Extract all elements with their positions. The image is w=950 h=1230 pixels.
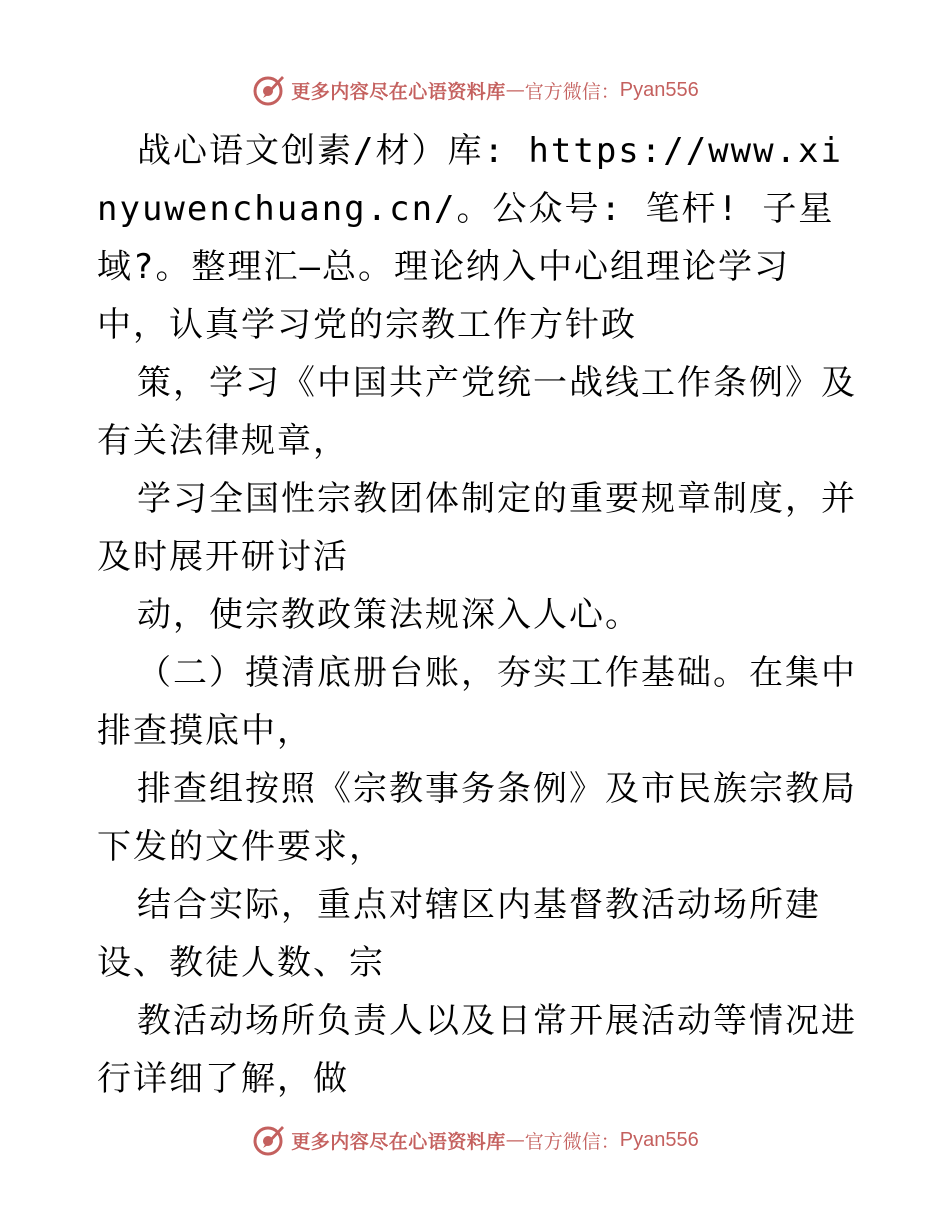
paragraph: 策，学习《中国共产党统一战线工作条例》及有关法律规章， [97, 363, 857, 461]
header-separator: — [505, 79, 525, 101]
header-wechat-label: 官方微信： [524, 80, 620, 103]
header-wechat-id: Pyan556 [619, 78, 699, 101]
footer-separator: — [505, 1129, 525, 1151]
footer-wechat-label: 官方微信： [524, 1130, 620, 1153]
paragraph: 结合实际，重点对辖区内基督教活动场所建设、教徒人数、宗 [97, 885, 821, 983]
paragraph: 排查组按照《宗教事务条例》及市民族宗教局下发的文件要求， [97, 769, 857, 867]
footer-title: 更多内容尽在心语资料库 [291, 1130, 506, 1153]
paragraph: 教活动场所负责人以及日常开展活动等情况进行详细了解，做 [97, 1001, 857, 1099]
paragraph: 动，使宗教政策法规深入人心。 [137, 595, 641, 635]
quill-logo-icon [251, 1122, 287, 1158]
paragraph: （二）摸清底册台账，夯实工作基础。在集中排查摸底中， [97, 653, 857, 751]
footer-wechat-id: Pyan556 [619, 1128, 699, 1151]
quill-logo-icon [251, 72, 287, 108]
header-title: 更多内容尽在心语资料库 [291, 80, 506, 103]
header-banner [0, 70, 950, 110]
footer-banner [0, 1120, 950, 1160]
paragraph: 战心语文创素/材）库: https://www.xinyuwenchuang.cn/。公众号: 笔杆! 子星域?。整理汇—总。理论纳入中心组理论学习中，认真学习党的宗教工作方针政 [97, 131, 843, 345]
document-body [97, 122, 857, 1108]
paragraph: 学习全国性宗教团体制定的重要规章制度，并及时展开研讨活 [97, 479, 857, 577]
